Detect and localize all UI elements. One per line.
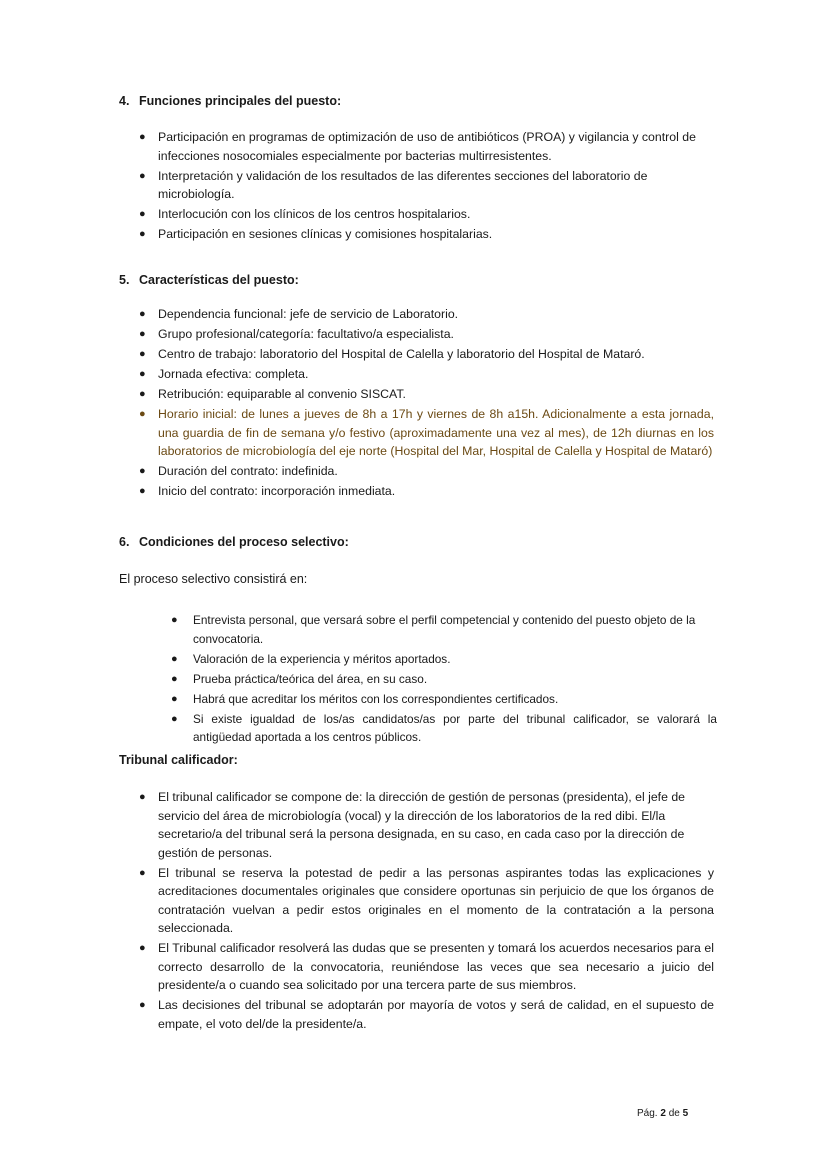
bullet-icon: ● [139,228,146,240]
list-item: ● Participación en programas de optimización de uso de antibióticos (PROA) y vigilancia y control de infecciones nosocomiales especialmente por bacterias multirresistentes. [139,130,696,163]
section-number: 4. [119,94,130,108]
list-item: ● El tribunal se reserva la potestad de pedir a las personas aspirantes todas las explicaciones y acreditaciones documentales originales que considere oportunas sin perjuicio de que los órganos de contratación vuelvan a pedir estos originales en el momento de la contratación a la persona seleccionada. [139,865,714,935]
page-separator: de [668,1108,680,1119]
section-6-list [171,611,717,748]
bullet-icon: ● [171,614,178,626]
list-item: ● Si existe igualdad de los/as candidatos/as por parte del tribunal calificador, se valorará la antigüedad aportada a los centros públicos. [171,711,717,744]
list-item: ● Interpretación y validación de los resultados de las diferentes secciones del laboratorio de microbiología. [139,168,648,201]
bullet-icon: ● [139,308,146,320]
section-title: Características del puesto: [139,273,299,287]
bullet-icon: ● [171,672,178,685]
list-item: ● El tribunal calificador se compone de: la dirección de gestión de personas (presidenta), el jefe de servicio del área de microbiología (vocal) y la dirección de los laboratorios de la red dibi. El/la secretario/a del tribunal será la persona designada, en su caso, en cada caso por la dirección de gestión de personas. [139,790,686,860]
list-item: ● Duración del contrato: indefinida. [139,462,714,481]
section-6-heading [119,535,349,549]
bullet-icon: ● [139,348,146,360]
bullet-icon: ● [139,131,146,143]
bullet-icon: ● [139,328,146,340]
tribunal-list [139,788,714,1035]
list-item: ● Entrevista personal, que versará sobre el perfil competencial y contenido del puesto objeto de la convocatoria. [171,613,696,646]
bullet-icon: ● [139,465,146,477]
section-title: Funciones principales del puesto: [139,94,342,108]
list-item: ● Grupo profesional/categoría: facultativo/a especialista. [139,325,714,344]
section-5-heading [119,273,299,287]
bullet-icon: ● [139,408,146,420]
list-item: ● Las decisiones del tribunal se adoptarán por mayoría de votos y será de calidad, en el supuesto de empate, el voto del/de la presidente/a. [139,998,714,1031]
section-title: Condiciones del proceso selectivo: [139,535,349,549]
bullet-icon: ● [171,692,178,705]
section-number: 5. [119,273,130,287]
list-item: ● Inicio del contrato: incorporación inmediata. [139,482,714,501]
section-6-intro: El proceso selectivo consistirá en: [119,572,308,586]
bullet-icon: ● [171,652,178,665]
tribunal-heading: Tribunal calificador: [119,753,238,767]
current-page: 2 [660,1108,666,1119]
bullet-icon: ● [139,485,146,497]
list-item: ● Prueba práctica/teórica del área, en su caso. [171,670,717,689]
bullet-icon: ● [139,791,146,803]
list-item: ● Habrá que acreditar los méritos con los correspondientes certificados. [171,690,717,709]
list-item-schedule: ● Horario inicial: de lunes a jueves de 8h a 17h y viernes de 8h a15h. Adicionalmente a esta jornada, una guardia de fin de semana y/o festivo (aproximadamente una vez al mes), de 12h diurnas en los laboratorios de microbiología del eje norte (Hospital del Mar, Hospital de Calella y Hospital de Mataró) [139,407,714,458]
list-item: ● Dependencia funcional: jefe de servicio de Laboratorio. [139,305,714,324]
total-pages: 5 [682,1108,689,1119]
bullet-icon: ● [139,368,146,380]
page-label: Pág. [637,1108,658,1119]
section-4-heading [119,94,341,108]
bullet-icon: ● [139,388,146,400]
section-4-list [139,128,714,245]
list-item: ● Centro de trabajo: laboratorio del Hospital de Calella y laboratorio del Hospital de Mataró. [139,345,714,364]
bullet-icon: ● [139,999,146,1011]
section-5-list [139,305,714,502]
list-item: ● El Tribunal calificador resolverá las dudas que se presenten y tomará los acuerdos necesarios para el correcto desarrollo de la convocatoria, reuniéndose las veces que sea necesario a juicio del presidente/a o cuando sea solicitado por una tercera parte de sus miembros. [139,941,714,992]
list-item: ● Participación en sesiones clínicas y comisiones hospitalarias. [139,225,714,244]
list-item: ● Valoración de la experiencia y méritos aportados. [171,650,717,669]
bullet-icon: ● [139,208,146,220]
bullet-icon: ● [139,866,146,879]
list-item: ● Retribución: equiparable al convenio SISCAT. [139,385,714,404]
bullet-icon: ● [139,942,146,954]
section-number: 6. [119,535,130,549]
list-item: ● Jornada efectiva: completa. [139,365,714,384]
page-number-footer [637,1108,688,1119]
bullet-icon: ● [139,169,146,182]
bullet-icon: ● [171,712,178,725]
list-item: ● Interlocución con los clínicos de los centros hospitalarios. [139,205,714,224]
